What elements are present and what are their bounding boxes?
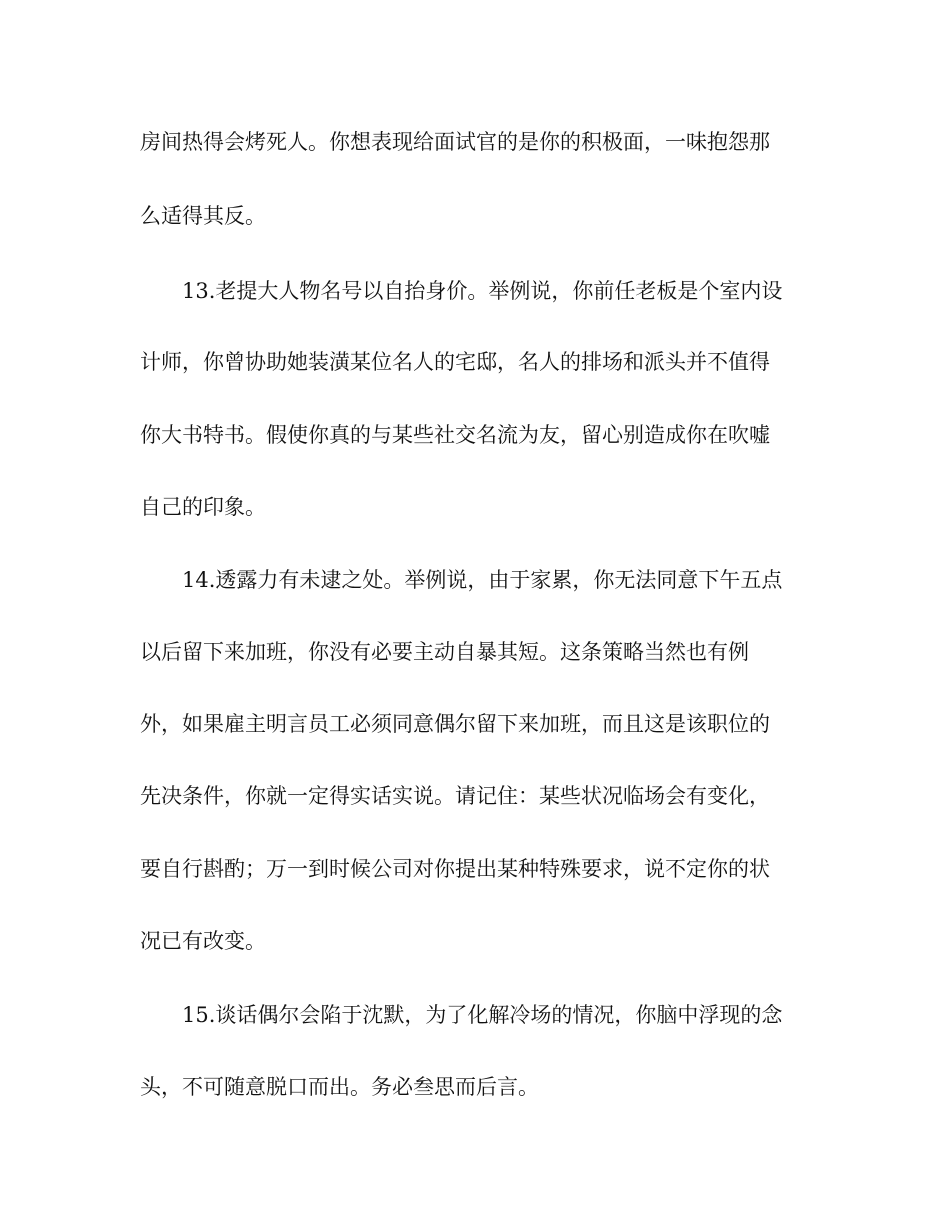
paragraph-14-first-line: 14.透露力有未逮之处。举例说，由于家累，你无法同意下午五点 — [182, 568, 783, 592]
text-line: 房间热得会烤死人。你想表现给面试官的是你的积极面，一味抱怨那 — [140, 130, 770, 154]
text-line: 自己的印象。 — [140, 495, 266, 519]
text-line: 先决条件，你就一定得实话实说。请记住：某些状况临场会有变化， — [140, 784, 770, 808]
paragraph-15-first-line: 15.谈话偶尔会陷于沈默，为了化解冷场的情况，你脑中浮现的念 — [182, 1003, 783, 1027]
text-line: 要自行斟酌；万一到时候公司对你提出某种特殊要求，说不定你的状 — [140, 857, 770, 881]
text-line: 计师，你曾协助她装潢某位名人的宅邸，名人的排场和派头并不值得 — [140, 350, 770, 374]
text-line: 你大书特书。假使你真的与某些社交名流为友，留心别造成你在吹嘘 — [140, 423, 770, 447]
text-line: 况已有改变。 — [140, 929, 266, 953]
text-line: 以后留下来加班，你没有必要主动自暴其短。这条策略当然也有例 — [140, 640, 749, 664]
text-line: 么适得其反。 — [140, 204, 266, 228]
paragraph-13-first-line: 13.老提大人物名号以自抬身价。举例说，你前任老板是个室内设 — [182, 279, 783, 303]
text-line: 外，如果雇主明言员工必须同意偶尔留下来加班，而且这是该职位的 — [140, 712, 770, 736]
text-line: 头，不可随意脱口而出。务必叁思而后言。 — [140, 1075, 539, 1099]
